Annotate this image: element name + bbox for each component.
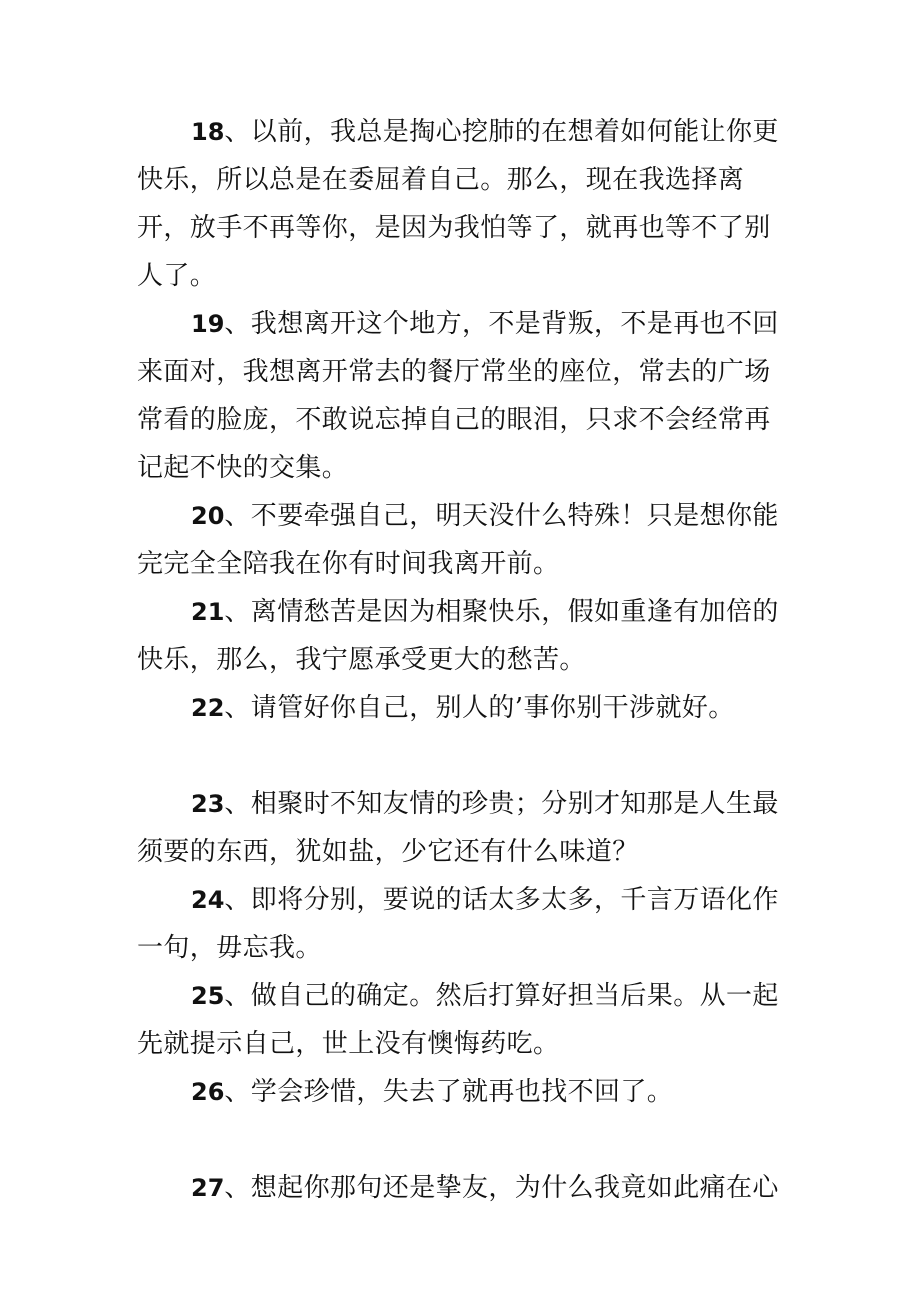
paragraph-23 <box>137 780 787 876</box>
paragraph-number: 24 <box>191 886 225 914</box>
paragraph-number: 19 <box>191 310 225 338</box>
paragraph-number: 18 <box>191 118 225 146</box>
paragraph-number: 23 <box>191 790 225 818</box>
paragraph-24 <box>137 876 787 972</box>
paragraph-21 <box>137 588 787 684</box>
paragraph-text: 、我想离开这个地方，不是背叛，不是再也不回来面对，我想离开常去的餐厅常坐的座位，常去的广场常看的脸庞，不敢说忘掉自己的眼泪，只求不会经常再记起不快的交集。 <box>137 309 779 483</box>
paragraph-text: 、请管好你自己，别人的’事你别干涉就好。 <box>224 693 735 723</box>
paragraph-number: 27 <box>191 1174 225 1202</box>
paragraph-number: 22 <box>191 694 225 722</box>
paragraph-27 <box>137 1164 787 1212</box>
paragraph-number: 25 <box>191 982 225 1010</box>
paragraph-text: 、学会珍惜，失去了就再也找不回了。 <box>224 1077 674 1107</box>
document-body <box>137 108 787 1212</box>
paragraph-number: 20 <box>191 502 225 530</box>
paragraph-text: 、即将分别，要说的话太多太多，千言万语化作一句，毋忘我。 <box>137 885 779 963</box>
paragraph-19 <box>137 300 787 492</box>
paragraph-text: 、做自己的确定。然后打算好担当后果。从一起先就提示自己，世上没有懊悔药吃。 <box>137 981 779 1059</box>
paragraph-text: 、不要牵强自己，明天没什么特殊！只是想你能完完全全陪我在你有时间我离开前。 <box>137 501 779 579</box>
paragraph-25 <box>137 972 787 1068</box>
paragraph-text: 、以前，我总是掏心挖肺的在想着如何能让你更快乐，所以总是在委屈着自己。那么，现在我选择离开，放手不再等你，是因为我怕等了，就再也等不了别人了。 <box>137 117 779 291</box>
paragraph-18 <box>137 108 787 300</box>
paragraph-text: 、想起你那句还是挚友，为什么我竟如此痛在心 <box>224 1173 779 1203</box>
paragraph-text: 、离情愁苦是因为相聚快乐，假如重逢有加倍的快乐，那么，我宁愿承受更大的愁苦。 <box>137 597 779 675</box>
paragraph-26 <box>137 1068 787 1116</box>
paragraph-20 <box>137 492 787 588</box>
paragraph-number: 21 <box>191 598 225 626</box>
paragraph-number: 26 <box>191 1078 225 1106</box>
paragraph-22 <box>137 684 787 732</box>
paragraph-text: 、相聚时不知友情的珍贵；分别才知那是人生最须要的东西，犹如盐，少它还有什么味道？ <box>137 789 779 867</box>
